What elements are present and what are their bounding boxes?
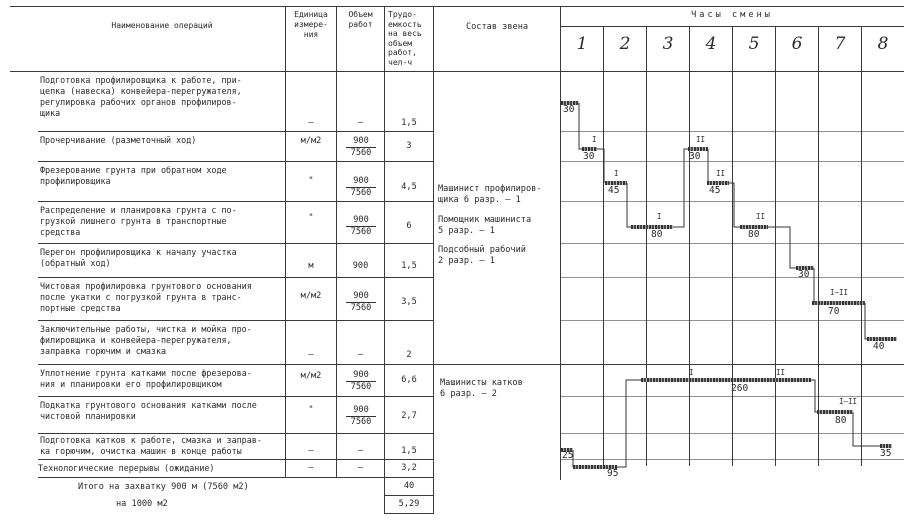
operation-distribution: Распределение и планировка грунта с по- грузкой лишнего грунта в транспортные средства [40,205,237,237]
gantt-brigade-label: I [614,169,619,178]
unit-final-works: – [308,350,314,360]
hour-1: 1 [576,34,588,54]
operation-rolling: Подкатка грунтового основания катками после чистовой планировки [40,400,257,421]
unit-marking: м/м2 [300,136,322,146]
labor-breaks: 3,2 [401,463,417,473]
gantt-duration-label: 30 [798,269,810,280]
operation-roller-prep: Подготовка катков к работе, смазка и заправ- ка горючим, очистка машин в конце работы [40,435,262,456]
gantt-duration-label: 25 [562,450,574,461]
gantt-duration-label: 40 [873,341,885,352]
operation-return-run: Перегон профилировщика к началу участка (обратный ход) [40,247,237,268]
operation-compaction: Уплотнение грунта катками после фрезерова- ния и планировки его профилировщиком [40,368,252,389]
gantt-duration-label: 260 [731,383,749,394]
crew-helper: Подсобный рабочий 2 разр. – 1 [438,245,526,266]
operation-final-works: Заключительные работы, чистка и мойка про- филировщика и конвейера-перегружателя, заправка горючим и смазка [40,324,252,356]
operation-breaks: Технологические перерывы (ожидание) [38,463,215,473]
crew-roller-operators: Машинисты катков 6 разр. – 2 [440,378,523,399]
gantt-brigade-label: I–II [830,288,849,297]
hour-3: 3 [662,34,674,54]
volume-rolling: $\frac{900}{7560}$ [346,405,376,428]
gantt-connector [627,183,631,227]
gantt-brigade-label: I [689,368,694,377]
gantt-brigade-label: II [716,169,726,178]
gantt-connector [768,227,796,268]
gantt-connector [865,303,867,339]
header-volume: Объем работ [348,10,373,29]
volume-milling: $\frac{900}{7560}$ [346,176,376,199]
labor-roller-prep: 1,5 [401,446,417,456]
hour-6: 6 [791,34,803,54]
hour-8: 8 [877,34,889,54]
gantt-duration-label: 95 [607,468,619,479]
volume-preparation: – [357,118,364,128]
unit-return-run: м [308,261,314,271]
operation-finish-profiling: Чистовая профилировка грунтового основания после укатки с погрузкой грунта в транс- портные средства [40,281,252,313]
gantt-connector [811,380,817,412]
gantt-duration-label: 80 [835,415,847,426]
unit-rolling: " [308,405,314,415]
gantt-connector [579,103,582,149]
labor-finish-profiling: 3,5 [401,297,417,307]
unit-preparation: – [308,118,314,128]
header-crew: Состав звена [465,22,529,32]
gantt-duration-label: 45 [608,185,620,196]
gantt-duration-label: 70 [828,306,840,317]
volume-final-works: – [357,350,364,360]
gantt-connector [729,183,740,227]
hour-7: 7 [834,34,846,54]
total-per-value: 5,29 [398,499,420,509]
gantt-brigade-label: I [592,135,597,144]
gantt-brigade-label: I–II [839,397,858,406]
gantt-duration-label: 35 [880,448,892,459]
gantt-brigade-label: II [696,135,706,144]
gantt-duration-label: 30 [583,151,595,162]
crew-assistant: Помощник машиниста 5 разр. – 1 [438,215,532,236]
unit-compaction: м/м2 [300,371,322,381]
unit-breaks: – [308,463,314,473]
labor-preparation: 1,5 [401,118,417,128]
gantt-connector [853,412,880,446]
gantt-duration-label: 30 [689,151,701,162]
header-unit: Единица измере- ния [294,10,328,39]
gantt-duration-label: 30 [563,104,575,115]
hour-2: 2 [619,34,631,54]
operation-milling: Фрезерование грунта при обратном ходе профилировщика [40,165,227,186]
volume-return-run: 900 [352,261,369,271]
header-labor: Трудо- емкость на весь объем работ, чел-ч [388,10,422,67]
gantt-duration-label: 80 [651,229,663,240]
labor-compaction: 6,6 [401,375,417,385]
unit-roller-prep: – [308,446,314,456]
operation-marking: Прочерчивание (разметочный ход) [40,135,197,145]
labor-return-run: 1,5 [401,261,417,271]
unit-distribution: " [308,213,314,223]
labor-milling: 4,5 [401,182,417,192]
unit-finish-profiling: м/м2 [300,291,322,301]
labor-distribution: 6 [406,221,412,231]
volume-marking: $\frac{900}{7560}$ [346,136,376,159]
volume-roller-prep: – [357,446,364,456]
gantt-connector [673,149,688,227]
gantt-connector [617,380,641,467]
hour-4: 4 [705,34,717,54]
volume-distribution: $\frac{900}{7560}$ [346,215,376,238]
gantt-duration-label: 80 [748,229,760,240]
hour-5: 5 [748,34,760,54]
labor-marking: 3 [406,141,412,151]
gantt-brigade-label: I [657,212,662,221]
gantt-duration-label: 45 [709,185,721,196]
operation-preparation: Подготовка профилировщика к работе, при- цепка (навеска) конвейера-перегружателя, регулировка рабочих органов профилиров- щика [40,75,242,118]
gantt-brigade-label: II [776,368,786,377]
header-operation: Наименование операций [111,21,213,30]
volume-breaks: – [357,463,364,473]
total-grip-value: 40 [403,481,415,491]
labor-rolling: 2,7 [401,411,417,421]
unit-milling: " [308,176,314,186]
crew-machinist: Машинист профилиров- щика 6 разр. – 1 [438,184,542,205]
volume-compaction: $\frac{900}{7560}$ [346,370,376,393]
labor-final-works: 2 [406,350,412,360]
gantt-connector [597,149,604,183]
total-grip-label: Итого на захватку 900 м (7560 м2) [78,482,249,492]
header-hours-title: Часы смены [691,10,773,20]
gantt-brigade-label: II [756,212,766,221]
total-per-label: на 1000 м2 [116,499,168,509]
volume-finish-profiling: $\frac{900}{7560}$ [346,291,376,314]
